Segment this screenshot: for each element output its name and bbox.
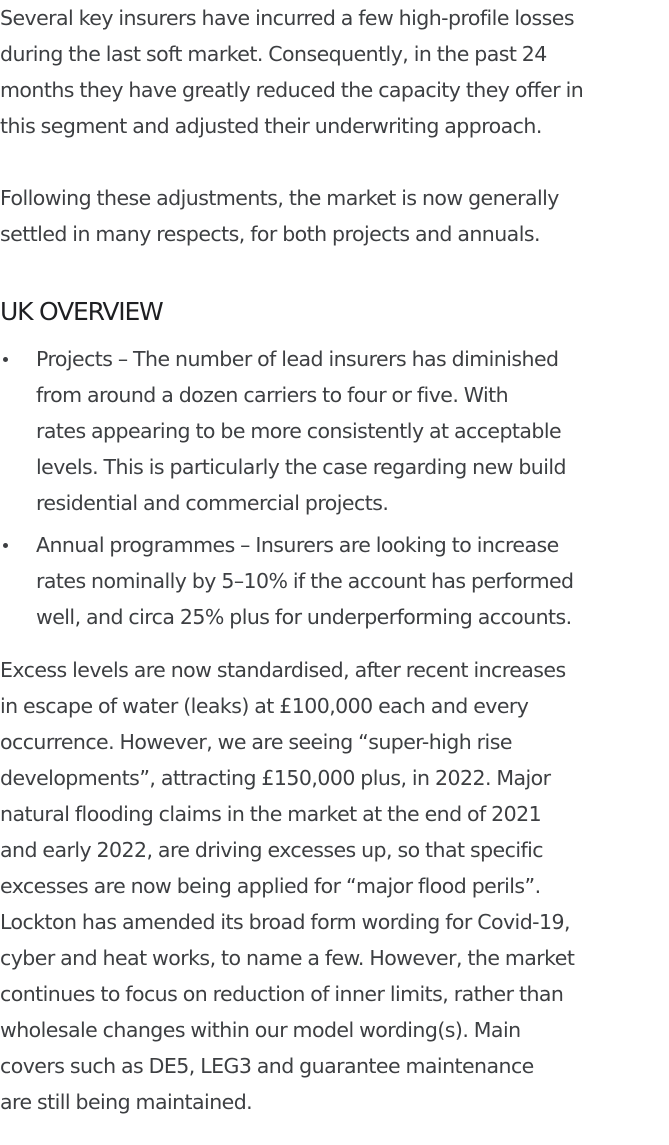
bullet-icon [3,543,8,548]
section-heading-uk-overview: UK OVERVIEW [0,297,163,326]
closing-paragraph: Excess levels are now standardised, after recent increases in escape of water (leaks) at £100,000 each and every occurrence. However, we are seeing “super-high rise developments”, attracting £150,000 plus, in 2022. Major natural flooding claims in the market at the end of 2021 and early 2022, are driving excesses up, so that specific excesses are now being applied for “major flood perils”. Lockton has amended its broad form wording for Covid-19, cyber and heat works, to name a few. However, the market continues to focus on reduction of inner limits, rather than wholesale changes within our model wording(s). Main covers such as DE5, LEG3 and guarantee maintenance are still being maintained. [0,658,575,1114]
uk-overview-bullet-list [0,341,669,641]
bullet-text-projects: Projects – The number of lead insurers has diminished from around a dozen carriers to four or five. With rates appearing to be more consistently at acceptable levels. This is particularly the case regarding new build residential and commercial projects. [36,347,567,515]
bullet-item-annual-programmes [0,527,669,635]
bullet-text-annual-programmes: Annual programmes – Insurers are looking to increase rates nominally by 5–10% if the account has performed well, and circa 25% plus for underperforming accounts. [36,533,574,629]
intro-paragraph-2: Following these adjustments, the market is now generally settled in many respects, for both projects and annuals. [0,186,559,246]
intro-paragraph-1: Several key insurers have incurred a few high-profile losses during the last soft market. Consequently, in the past 24 months they have greatly reduced the capacity they offer in this segment and adjusted their underwriting approach. [0,6,584,138]
bullet-item-projects [0,341,669,521]
bullet-icon [3,357,8,362]
